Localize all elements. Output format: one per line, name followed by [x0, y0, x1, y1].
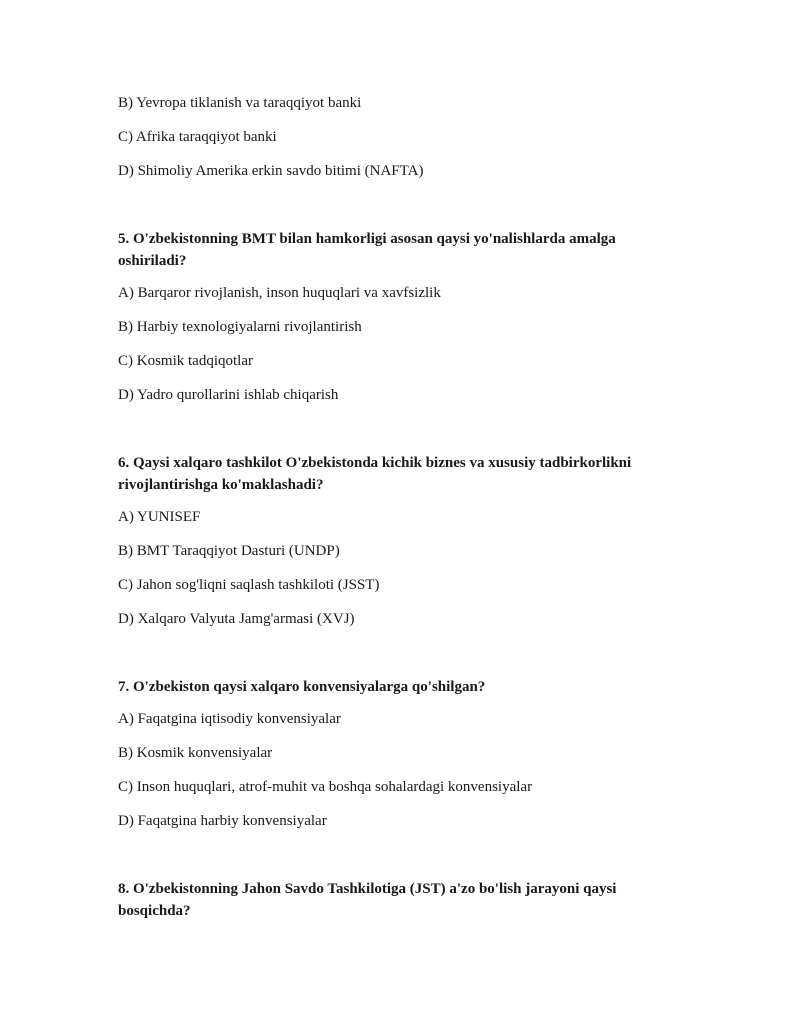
option-b-q7: B) Kosmik konvensiyalar [118, 745, 273, 761]
option-d-q5: D) Yadro qurollarini ishlab chiqarish [118, 387, 339, 403]
option-a-q6: A) YUNISEF [118, 509, 201, 525]
option-c-q7: C) Inson huquqlari, atrof-muhit va boshqa sohalardagi konvensiyalar [118, 779, 533, 795]
question-6: 6. Qaysi xalqaro tashkilot O'zbekistonda kichik biznes va xususiy tadbirkorlikni rivojlantirishga ko'maklashadi? [118, 455, 632, 493]
option-a-q5: A) Barqaror rivojlanish, inson huquqlari va xavfsizlik [118, 285, 441, 301]
option-d-q6: D) Xalqaro Valyuta Jamg'armasi (XVJ) [118, 611, 355, 627]
option-d-q4: D) Shimoliy Amerika erkin savdo bitimi (NAFTA) [118, 163, 424, 179]
option-c-q6: C) Jahon sog'liqni saqlash tashkiloti (JSST) [118, 577, 380, 593]
option-c-q4: C) Afrika taraqqiyot banki [118, 129, 277, 145]
option-b-q5: B) Harbiy texnologiyalarni rivojlantirish [118, 319, 362, 335]
option-c-q5: C) Kosmik tadqiqotlar [118, 353, 253, 369]
question-7: 7. O'zbekiston qaysi xalqaro konvensiyalarga qo'shilgan? [118, 679, 486, 695]
option-b-q4: B) Yevropa tiklanish va taraqqiyot banki [118, 95, 362, 111]
question-8: 8. O'zbekistonning Jahon Savdo Tashkilotiga (JST) a'zo bo'lish jarayoni qaysi bosqichda? [118, 881, 617, 919]
option-a-q7: A) Faqatgina iqtisodiy konvensiyalar [118, 711, 341, 727]
option-d-q7: D) Faqatgina harbiy konvensiyalar [118, 813, 327, 829]
question-5: 5. O'zbekistonning BMT bilan hamkorligi asosan qaysi yo'nalishlarda amalga oshiriladi? [118, 231, 616, 269]
option-b-q6: B) BMT Taraqqiyot Dasturi (UNDP) [118, 543, 340, 559]
